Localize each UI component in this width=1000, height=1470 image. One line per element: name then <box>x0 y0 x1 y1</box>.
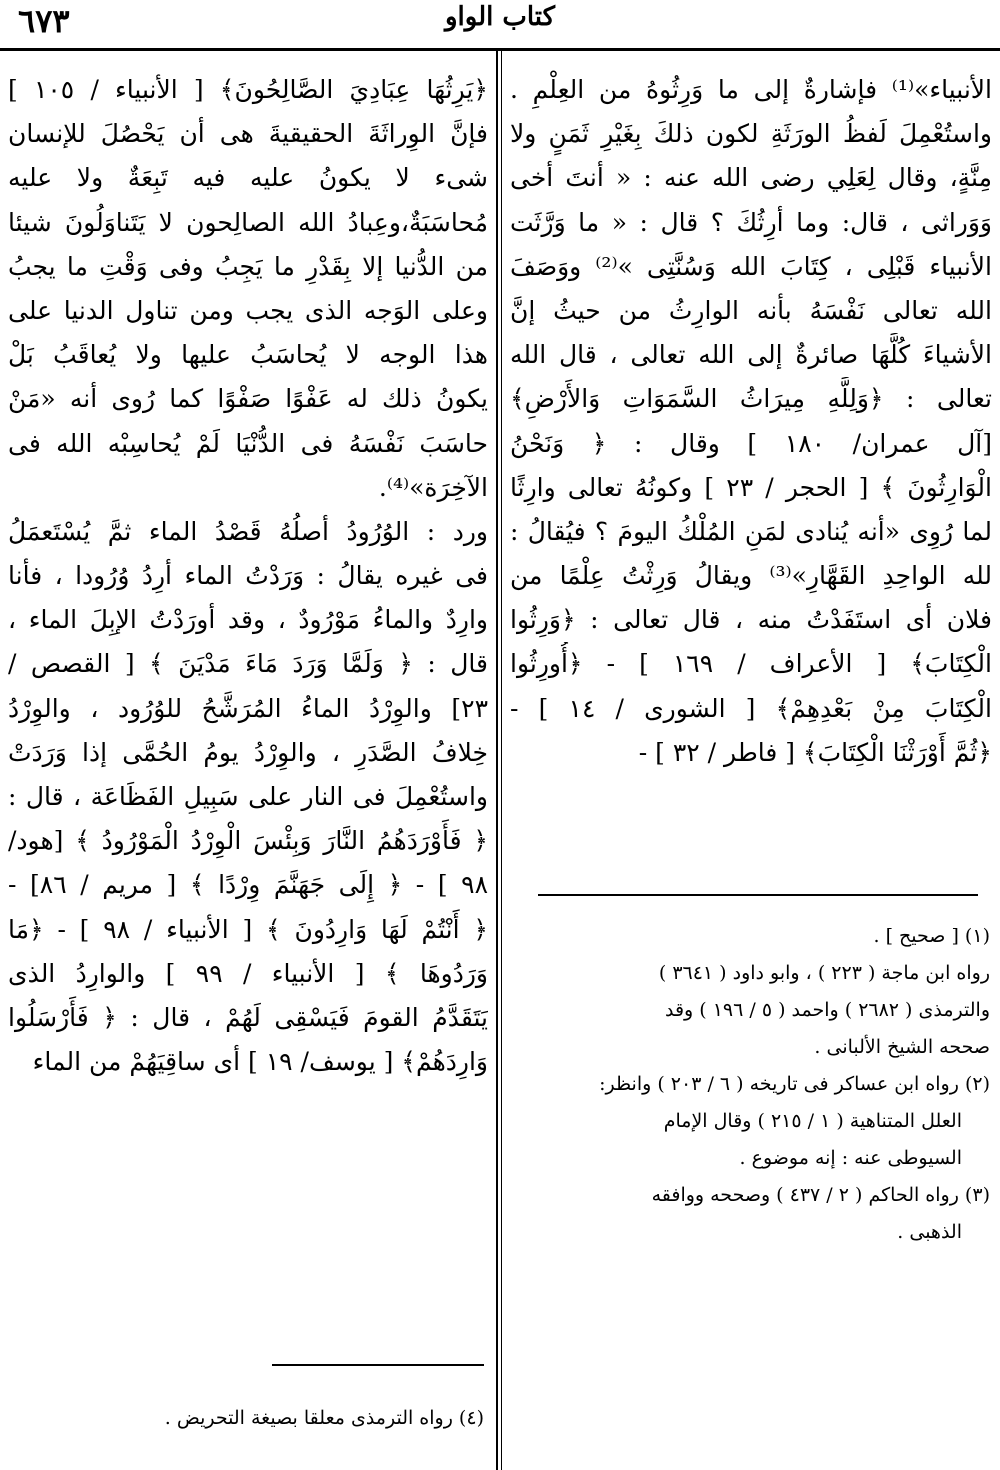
footnote-rule-right <box>538 894 978 896</box>
text-line: هذا الوجه لا يُحاسَبُ عليها ولا يُعاقَبُ بَلْ <box>8 340 488 370</box>
text-line: الْوَارِثُونَ ﴾ [ الحجر / ٢٣ ] وكونُهُ تعالى وارِثًا <box>510 472 992 502</box>
text-line: قال : ﴿ وَلَمَّا وَرَدَ مَاءَ مَدْيَنَ ﴾ [ القصص / <box>8 649 488 679</box>
page-header <box>0 0 1000 52</box>
text-line: من الدُّنيا إلا بِقَدْرِ ما يَجِبُ وفى وَقْتِ ما يجبُ <box>8 251 488 281</box>
footnote-rule-left <box>272 1364 484 1366</box>
text-line: يكونُ ذلك له عَفْوًا صَفْوًا كما رُوى أنه «مَنْ <box>8 384 488 414</box>
footnote-line: رواه ابن ماجة ( ٢٢٣ ) ، وابو داود ( ٣٦٤١ ) <box>658 962 990 984</box>
text-line: ٩٨ ] - ﴿ إِلَى جَهَنَّمَ وِرْدًا ﴾ [ مريم / ٨٦] - <box>8 870 488 900</box>
right-footnotes <box>520 918 990 1251</box>
left-footnotes <box>40 1400 484 1437</box>
footnote-line: (٤) رواه الترمذى معلقا بصيغة التحريض . <box>164 1407 484 1429</box>
text-line: فى غيره يقالُ : وَرَدْتُ الماء أرِدُ وُرُودا ، فأنا <box>8 561 488 591</box>
header-rule <box>0 48 1000 51</box>
text-line: فلان أى استَفَدْتُ منه ، قال تعالى : ﴿وَرِثُوا <box>510 605 992 635</box>
text-line: ﴿يَرِثُهَا عِبَادِيَ الصَّالِحُونَ﴾ [ الأنبياء / ١٠٥ ] <box>8 75 488 104</box>
text-line: ورد : الوُرُودُ أصلُهُ قَصْدُ الماء ثمَّ يُسْتَعمَلُ <box>8 516 488 546</box>
text-line: وَارِدَهُمْ﴾ [ يوسف/ ١٩ ] أى ساقِيَهُمْ من الماء <box>32 1047 488 1077</box>
text-line: ٢٣] والوِرْدُ الماءُ المُرَشَّحُ للوُرُود ، والوِرْدُ <box>8 693 488 723</box>
text-line: حاسَبَ نَفْسَهُ فى الدُّنْيَا لَمْ يُحاسِبْه الله فى <box>8 428 488 458</box>
text-line: شىء لا يكونُ عليه فيه تَبِعَةٌ ولا عليه <box>8 163 488 193</box>
footnote-line: صححه الشيخ الألبانى . <box>814 1036 990 1058</box>
page-number: ٦٧٣ <box>18 2 70 40</box>
text-line: ﴿ أَنْتُمْ لَهَا وَارِدُونَ ﴾ [ الأنبياء / ٩٨ ] - ﴿مَا <box>8 914 488 944</box>
text-line: ﴿ فَأَوْرَدَهُمُ النَّارَ وَبِئْسَ الْوِرْدُ الْمَوْرُودُ ﴾ [هود/ <box>8 826 488 856</box>
text-line: لما رُوِى «أنه يُنادى لمَنِ المُلْكُ اليومَ ؟ فيُقالُ : <box>510 516 992 546</box>
text-line: الآخِرَة»⁽⁴⁾. <box>378 472 488 502</box>
text-line: وَرَدُوهَا ﴾ [ الأنبياء / ٩٩ ] والوارِدُ الذى <box>8 958 488 988</box>
text-line: الْكِتَابَ﴾ [ الأعراف / ١٦٩ ] - ﴿أُورِثُوا <box>510 649 992 679</box>
text-line: الْكِتَابَ مِنْ بَعْدِهِمْ﴾ [ الشورى / ١٤ ] - <box>510 693 992 723</box>
text-line: فإنَّ الوِراثَةَ الحقيقيةَ هى أن يَحْصُلَ للإنسان <box>8 119 488 149</box>
footnote-line: (٣) رواه الحاكم ( ٢ / ٤٣٧ ) وصححه ووافقه <box>651 1184 990 1206</box>
footnote-line: (١) [ صحيح ] . <box>873 925 990 947</box>
right-column-text <box>510 68 992 775</box>
left-column-text <box>8 68 488 1084</box>
text-line: وارِدٌ والماءُ مَوْرُودٌ ، وقد أورَدْتُ الإبِلَ الماء ، <box>8 605 488 635</box>
text-line: مُحاسَبَةٌ،وعِبادُ الله الصالِحون لا يَتَناوَلُونَ شيئا <box>8 207 488 237</box>
text-line: الله تعالى نَفْسَهُ بأنه الوارِثُ من حيثُ إنَّ <box>510 295 992 325</box>
column-divider <box>496 50 498 1470</box>
footnote-line: والترمذى ( ٢٦٨٢ ) واحمد ( ٥ / ١٩٦ ) وقد <box>664 999 990 1021</box>
text-line: تعالى : ﴿وَلِلَّهِ مِيرَاثُ السَّمَوَاتِ وَالأَرْضِ﴾ <box>510 384 992 414</box>
text-line: مِنَّةٍ، وقال لِعَلِي رضى الله عنه : « أنتَ أخى <box>510 163 992 193</box>
text-line: ﴿ثُمَّ أَوْرَثْنَا الْكِتَابَ﴾ [ فاطر / ٣٢ ] - <box>638 737 992 767</box>
text-line: الأشياءَ كُلَّهَا صائرةٌ إلى الله تعالى ، قال الله <box>510 340 992 370</box>
column-divider-thin <box>501 50 502 1470</box>
page-title: كتاب الواو <box>444 2 556 32</box>
footnote-line: الذهبى . <box>897 1221 962 1243</box>
footnote-line: السيوطى عنه : إنه موضوع . <box>739 1147 962 1169</box>
text-line: خِلافُ الصَّدَرِ ، والوِرْدُ يومُ الحُمَّى إذا وَرَدَتْ <box>8 737 488 767</box>
text-line: وَوَراثى ، قال: وما أرِثُكَ ؟ قال : « ما وَرَّثَت <box>510 207 992 237</box>
text-line: وعلى الوَجه الذى يجب ومن تناول الدنيا على <box>8 295 488 325</box>
text-line: الأنبياء قَبْلِى ، كِتَابَ الله وَسُنَّتِى »⁽²⁾ ووَصَفَ <box>510 251 992 281</box>
footnote-line: العلل المتناهية ( ١ / ٢١٥ ) وقال الإمام <box>663 1110 962 1132</box>
text-line: يَتَقَدَّمُ القومَ فَيَسْقِى لَهُمْ ، قال : ﴿ فَأَرْسَلُوا <box>8 1002 488 1032</box>
text-line: [آل عمران/ ١٨٠ ] وقال : ﴿ وَنَحْنُ <box>510 428 992 458</box>
footnote-line: (٢) رواه ابن عساكر فى تاريخه ( ٦ / ٢٠٣ ) وانظر: <box>599 1073 990 1095</box>
text-line: واستُعْمِلَ لَفظُ الورَثَةِ لكون ذلكَ بِغَيْرِ ثَمَنٍ ولا <box>510 119 992 149</box>
text-line: لله الواحِدِ القَهَّارِ»⁽³⁾ ويقالُ وَرِثْتُ عِلْمًا من <box>510 561 992 591</box>
text-line: واستُعْمِلَ فى النار على سَبِيلِ الفَظَاعَة ، قال : <box>8 782 488 811</box>
text-line: الأنبياء»⁽¹⁾ فإشارةٌ إلى ما وَرِثُوهُ من العِلْمِ . <box>510 75 992 104</box>
